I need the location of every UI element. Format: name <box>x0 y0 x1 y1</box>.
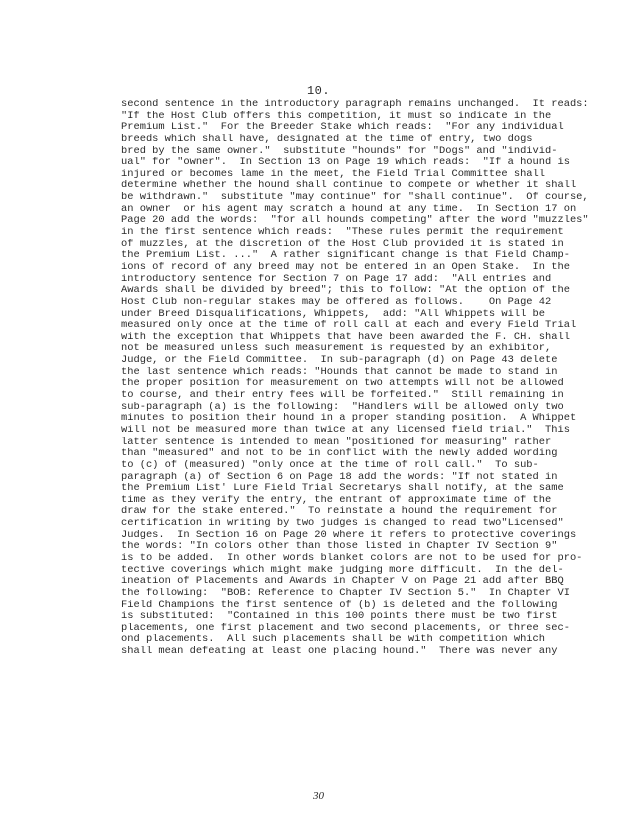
text-line: be withdrawn." substitute "may continue" for "shall continue". Of course, <box>121 192 589 204</box>
text-line: tective coverings which might make judging more difficult. In the del- <box>121 564 564 576</box>
text-line: minutes to position their hound in a proper standing position. A Whippet <box>121 413 577 425</box>
text-line: is to be added. In other words blanket colors are not to be used for pro- <box>121 552 583 564</box>
text-line: Premium List." For the Breeder Stake which reads: "For any individual <box>121 122 564 134</box>
text-line: measured only once at the time of roll call at each and every Field Trial <box>121 320 577 332</box>
text-line: than "measured" and not to be in conflict with the newly added wording <box>121 448 558 460</box>
text-line: the words: "In colors other than those listed in Chapter IV Section 9" <box>121 541 558 553</box>
text-line: under Breed Disqualifications, Whippets, add: "All Whippets will be <box>121 308 546 320</box>
text-line: draw for the stake entered." To reinstate a hound the requirement for <box>121 506 558 518</box>
text-line: paragraph (a) of Section 6 on Page 18 add the words: "If not stated in <box>121 471 558 483</box>
page-number: 10. <box>306 84 331 98</box>
text-line: Judges. In Section 16 on Page 20 where it refers to protective coverings <box>121 529 577 541</box>
text-line: time as they verify the entry, the entrant of approximate time of the <box>121 494 552 506</box>
text-line: with the exception that Whippets that have been awarded the F. CH. shall <box>121 331 570 343</box>
text-line: the last sentence which reads: "Hounds that cannot be made to stand in <box>121 366 558 378</box>
text-line: shall mean defeating at least one placing hound." There was never any <box>121 646 558 658</box>
text-line: certification in writing by two judges is changed to read two"Licensed" <box>121 518 564 530</box>
text-line: in the first sentence which reads: "These rules permit the requirement <box>121 227 564 239</box>
text-line: the Premium List' Lure Field Trial Secretarys shall notify, at the same <box>121 483 564 495</box>
text-line: bred by the same owner." substitute "hounds" for "Dogs" and "individ- <box>121 145 558 157</box>
text-line: the proper position for measurement on two attempts will not be allowed <box>121 378 564 390</box>
text-line: sub-paragraph (a) is the following: "Handlers will be allowed only two <box>121 401 564 413</box>
text-line: ions of record of any breed may not be entered in an Open Stake. In the <box>121 261 570 273</box>
text-line: breeds which shall have, designated at the time of entry, two dogs <box>121 133 533 145</box>
text-line: not be measured unless such measurement is requested by an exhibitor, <box>121 343 552 355</box>
text-line: ual" for "owner". In Section 13 on Page 19 which reads: "If a hound is <box>121 157 570 169</box>
text-line: placements, one first placement and two second placements, or three sec- <box>121 622 570 634</box>
text-line: to course, and their entry fees will be forfeited." Still remaining in <box>121 390 564 402</box>
text-line: latter sentence is intended to mean "positioned for measuring" rather <box>121 436 552 448</box>
text-line: ineation of Placements and Awards in Chapter V on Page 21 add after BBQ <box>121 576 564 588</box>
text-line: Field Champions the first sentence of (b) is deleted and the following <box>121 599 558 611</box>
text-line: Judge, or the Field Committee. In sub-paragraph (d) on Page 43 delete <box>121 355 558 367</box>
text-line: determine whether the hound shall continue to compete or whether it shall <box>121 180 577 192</box>
text-line: "If the Host Club offers this competition, it must so indicate in the <box>121 110 552 122</box>
body-text <box>121 99 591 658</box>
text-line: ond placements. All such placements shall be with competition which <box>121 634 546 646</box>
text-line: will not be measured more than twice at any licensed field trial." This <box>121 424 570 436</box>
text-line: Page 20 add the words: "for all hounds competing" after the word "muzzles" <box>121 215 589 227</box>
text-line: introductory sentence for Section 7 on Page 17 add: "All entries and <box>121 273 552 285</box>
text-line: to (c) of (measured) "only once at the time of roll call." To sub- <box>121 459 539 471</box>
text-line: of muzzles, at the discretion of the Host Club provided it is stated in <box>121 238 564 250</box>
text-line: Host Club non-regular stakes may be offered as follows. On Page 42 <box>121 296 552 308</box>
text-line: the Premium List. ..." A rather significant change is that Field Champ- <box>121 250 570 262</box>
text-line: the following: "BOB: Reference to Chapter IV Section 5." In Chapter VI <box>121 587 570 599</box>
text-line: is substituted: "Contained in this 100 points there must be two first <box>121 611 558 623</box>
text-line: an owner or his agent may scratch a hound at any time. In Section 17 on <box>121 203 577 215</box>
text-line: injured or becomes lame in the meet, the Field Trial Committee shall <box>121 168 546 180</box>
text-line: second sentence in the introductory paragraph remains unchanged. It reads: <box>121 99 589 110</box>
text-line: Awards shall be divided by breed"; this to follow: "At the option of the <box>121 285 570 297</box>
footer-page-number: 30 <box>313 790 324 802</box>
